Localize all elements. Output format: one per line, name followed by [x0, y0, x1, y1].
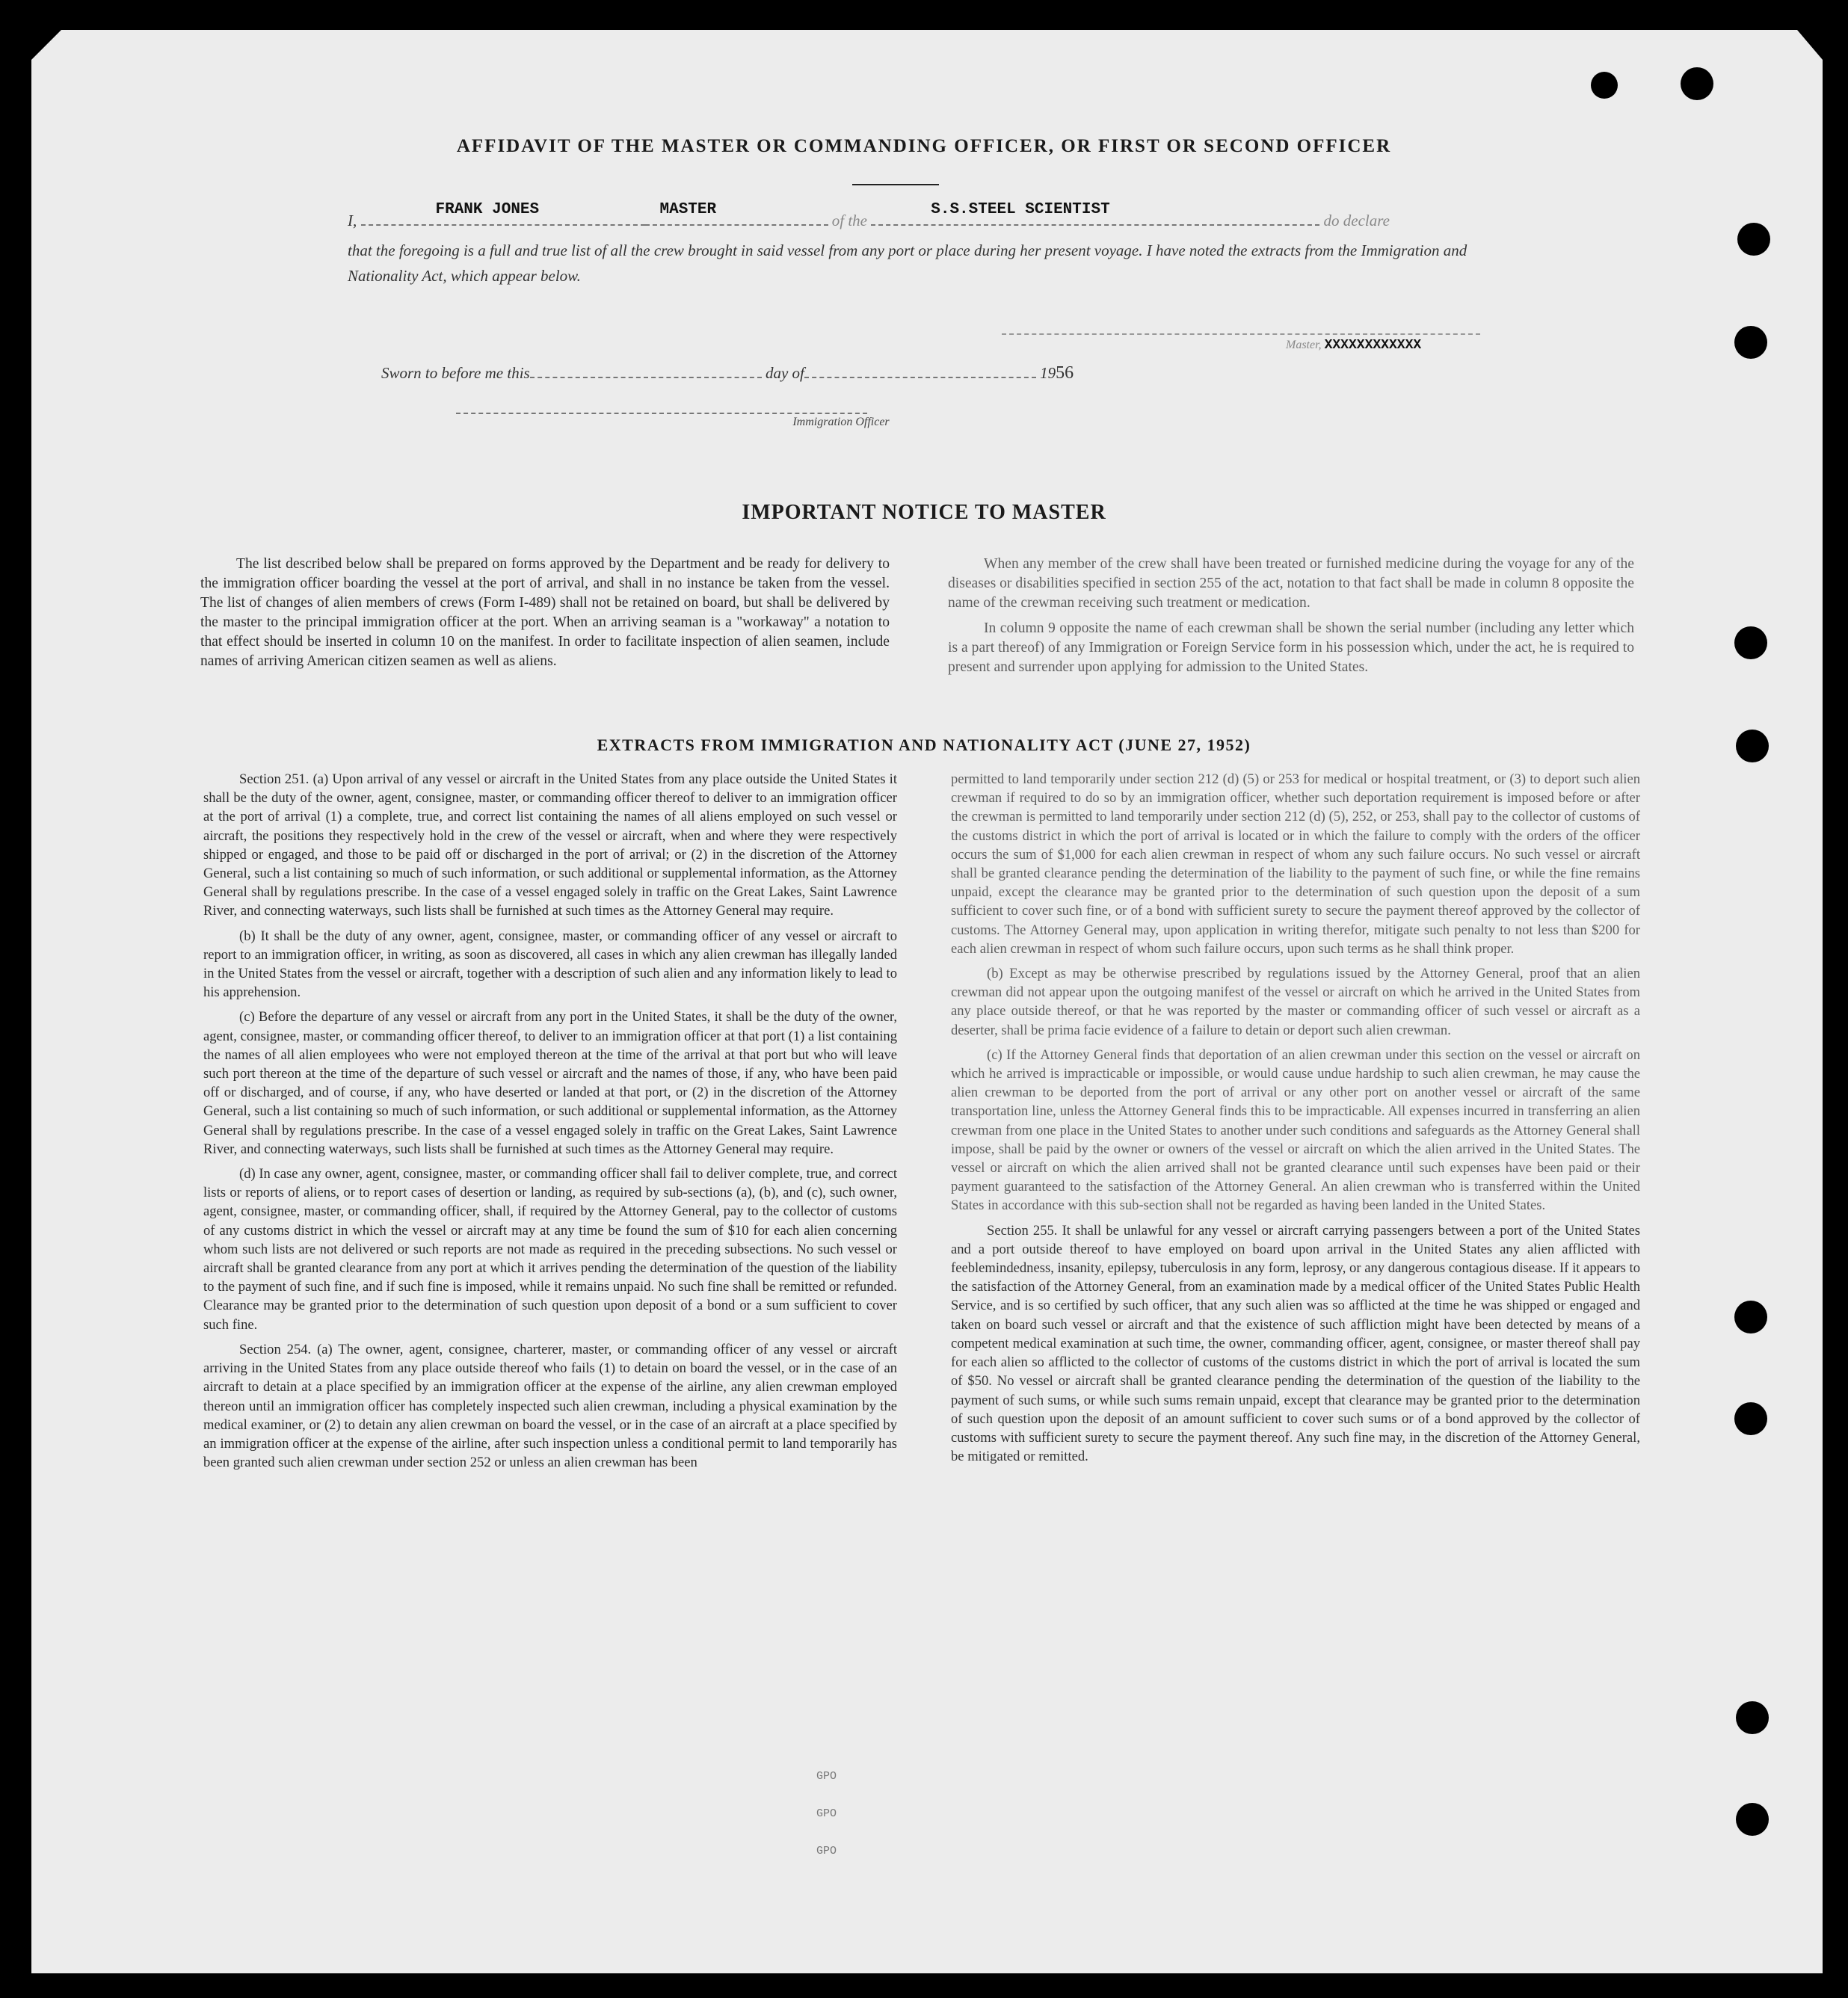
declaration-body: that the foregoing is a full and true list of all the crew brought in said vessel from any port or place during her present voyage. I have noted the extracts from the Immigration and Nationality Act, which appear below. [348, 241, 1467, 285]
extracts-right-column [951, 770, 1640, 1472]
immigration-officer-signature-line [456, 413, 867, 414]
sworn-day-field [530, 360, 762, 378]
immigration-officer-label: Immigration Officer [792, 416, 890, 428]
master-rank: MASTER [659, 201, 717, 218]
name-field [361, 201, 645, 226]
section-251b: (b) It shall be the duty of any owner, agent, consignee, master, or commanding officer of any vessel or aircraft to report to an immigration officer, in writing, as soon as discovered, all cases in which any alien crewman has illegally landed in the United States from the vessel or aircraft, together with a description of such alien and any information likely to lead to his apprehension. [203, 928, 897, 1001]
title-divider [852, 184, 939, 185]
notice-paragraph: In column 9 opposite the name of each crewman shall be shown the serial number (including any letter which is a part thereof) of any Immigration or Foreign Service form in his possession which, under the act, he is required to present and surrender upon applying for admission to the United States. [948, 620, 1634, 675]
vessel-name: S.S.STEEL SCIENTIST [931, 201, 1110, 218]
print-code-line: GPO [816, 1845, 837, 1857]
punch-hole [1734, 1402, 1767, 1435]
notice-title: IMPORTANT NOTICE TO MASTER [742, 501, 1106, 524]
notice-right-column [948, 555, 1634, 683]
section-251c: (c) Before the departure of any vessel or aircraft from any port in the United States, it shall be the duty of the owner, agent, consignee, master, or commanding officer thereof, to deliver to an immigration officer at that port (1) a list containing the names of all alien employees who were not employed thereon at the time of the arrival at that port but who will leave such port thereon at the time of the departure of such vessel or aircraft and the names of those, if any, who have been paid off or discharged, and of course, if any, who have deserted or landed at that port, or (2) in the discretion of the Attorney General, such a list containing so much of such information, or such additional or supplemental information, as the Attorney General shall by regulations prescribe. In the case of a vessel engaged solely in traffic on the Great Lakes, Saint Lawrence River, and connecting waterways, such lists shall be furnished at such times as the Attorney General may require. [203, 1009, 897, 1157]
punch-hole [1736, 1803, 1769, 1836]
rank-field [645, 201, 828, 226]
extracts-left-column [203, 770, 897, 1478]
punch-hole [1734, 626, 1767, 659]
section-254c: (c) If the Attorney General finds that deportation of an alien crewman under this section on the vessel or aircraft on which he arrived is impracticable or impossible, or would cause undue hardship to such alien crewman, he may cause the alien crewman to be deported from the port of arrival or any other port on another vessel or aircraft of the same transportation line, unless the Attorney General finds this to be impracticable. All expenses incurred in transferring an alien crewman from one place in the United States to another under such conditions and safeguards as the Attorney General shall impose, shall be paid by the owner or owners of the vessel or aircraft on which the alien arrived in the United States. The vessel or aircraft on which the alien arrived shall not be granted clearance until such expenses have been paid or their payment guaranteed to the satisfaction of the Attorney General. An alien crewman who is transferred within the United States in accordance with this sub-section shall not be regarded as having been landed in the United States. [951, 1046, 1640, 1214]
extracts-title: EXTRACTS FROM IMMIGRATION AND NATIONALITY ACT (JUNE 27, 1952) [597, 736, 1251, 754]
master-signature-label: Master, XXXXXXXXXXXX [1286, 338, 1422, 353]
punch-hole [1591, 72, 1618, 99]
declaration-line: I, FRANK JONES MASTER of the S.S.STEEL SCIENTIST do declare [348, 208, 1484, 233]
declaration-block [348, 201, 1484, 289]
punch-hole [1737, 223, 1770, 256]
punch-hole [1681, 67, 1713, 100]
notice-left-column [200, 555, 890, 677]
master-signature-line [1002, 333, 1480, 335]
print-code-line: GPO [816, 1807, 837, 1820]
sworn-month-field [804, 360, 1036, 378]
signature-stamp: XXXXXXXXXXXX [1324, 338, 1422, 353]
punch-hole [1734, 1301, 1767, 1333]
section-254a: Section 254. (a) The owner, agent, consignee, charterer, master, or commanding officer of any vessel or aircraft arriving in the United States from any place outside thereof who fails (1) to detain on board the vessel, or in the case of an aircraft to detain at a place specified by an immigration officer at the expense of the airline, any alien crewman employed thereon until an immigration officer has completely inspected such alien crewman, including a physical examination by the medical examiner, or (2) to detain any alien crewman on board the vessel, or in the case of an aircraft at a place specified by an immigration officer at the expense of the airline, after such inspection unless a conditional permit to land temporarily has been granted such alien crewman under section 252 or unless an alien crewman has been [203, 1341, 897, 1471]
notice-paragraph: The list described below shall be prepared on forms approved by the Department and be ready for delivery to the immigration officer boarding the vessel at the port of arrival, and shall in no instance be taken from the vessel. The list of changes of alien members of crews (Form I-489) shall not be retained on board, but shall be delivered by the master to the principal immigration officer at the port. When an arriving seaman is a "workaway" a notation to that effect should be inserted in column 10 on the manifest. In order to facilitate inspection of alien seamen, include names of arriving American citizen seamen as well as aliens. [200, 556, 890, 669]
section-251a: Section 251. (a) Upon arrival of any vessel or aircraft in the United States from any place outside the United States it shall be the duty of the owner, agent, consignee, master, or commanding officer thereof to deliver to an immigration officer at the port of arrival (1) a complete, true, and correct list containing the names of all aliens employed on such vessel or aircraft, the positions they respectively hold in the crew of the vessel or aircraft, when and where they were respectively shipped or engaged, and those to be paid off or discharged in the port of arrival; or (2) in the discretion of the Attorney General, such a list containing so much of such information, or such additional or supplemental information, as the Attorney General shall by regulations prescribe. In the case of a vessel engaged solely in traffic on the Great Lakes, Saint Lawrence River, and connecting waterways, such lists shall be furnished at such times as the Attorney General may require. [203, 771, 897, 919]
section-254b: (b) Except as may be otherwise prescribed by regulations issued by the Attorney General, proof that an alien crewman did not appear upon the outgoing manifest of the vessel or aircraft on which he arrived in the United States from any place outside thereof, or that he was reported by the master or commanding officer of such vessel or aircraft as a deserter, shall be prima facie evidence of a failure to detain or deport such alien crewman. [951, 966, 1640, 1038]
sworn-line: Sworn to before me this day of 1956 [381, 360, 1074, 383]
vessel-field [871, 201, 1319, 226]
punch-hole [1736, 1701, 1769, 1734]
section-251d: (d) In case any owner, agent, consignee, master, or commanding officer shall fail to deliver complete, true, and correct lists or reports of aliens, or to report cases of desertion or landing, as required by sub-sections (a), (b), and (c), such owner, agent, consignee, master, or commanding officer, shall, if required by the Attorney General, pay to the collector of customs of any customs district in which the vessel or aircraft may at any time be found the sum of $10 for each alien concerning whom such lists are not delivered or such reports are not made as required in the preceding subsections. No such vessel or aircraft shall be granted clearance from any port at which it arrives pending the determination of the question of the liability to the payment of such fine, and if such fine is imposed, while it remains unpaid. No such fine shall be remitted or refunded. Clearance may be granted prior to the determination of such question upon deposit of a bond or a sum sufficient to cover such fine. [203, 1166, 897, 1333]
punch-hole [1734, 326, 1767, 359]
print-code-line: GPO [816, 1770, 837, 1783]
affidavit-title: AFFIDAVIT OF THE MASTER OR COMMANDING OFFICER, OR FIRST OR SECOND OFFICER [456, 136, 1392, 156]
section-255: Section 255. It shall be unlawful for any vessel or aircraft carrying passengers between a port of the United States and a port outside thereof to have employed on board upon arrival in the United States any alien afflicted with feeblemindedness, insanity, epilepsy, tuberculosis in any form, leprosy, or any dangerous contagious disease. If it appears to the satisfaction of the Attorney General, from an examination made by a medical officer of the United States Public Health Service, and is so certified by such officer, that any such alien was so afflicted at the time he was shipped or engaged and taken on board such vessel or aircraft and that the existence of such affliction might have been detected by means of a competent medical examination at such time, the owner, commanding officer, agent, consignee, or master thereof shall pay for each alien so afflicted to the collector of customs of the customs district in which the port of arrival is located the sum of $50. No vessel or aircraft shall be granted clearance pending the determination of the question of the liability to the payment of such sums, or while such sums remain unpaid, except that clearance may be granted prior to the determination of such question upon the deposit of an amount sufficient to cover such sums or of a bond approved by the collector of customs with sufficient surety to secure the payment thereof. Any such fine may, in the discretion of the Attorney General, be mitigated or remitted. [951, 1222, 1640, 1465]
sworn-year: 56 [1056, 363, 1074, 383]
master-name: FRANK JONES [435, 201, 540, 218]
section-254a-continued: permitted to land temporarily under section 212 (d) (5) or 253 for medical or hospital treatment, or (3) to deport such alien crewman if required to do so by an immigration officer, whether such deportation requirement is imposed before or after the crewman is permitted to land temporarily under section 212 (d) (5), 252, or 253, shall pay to the collector of customs of the customs district in which the port of arrival is located or in which the failure to comply with the orders of the officer occurs the sum of $1,000 for each alien crewman in respect of whom any such failure occurs. No such vessel or aircraft shall be granted clearance pending the determination of the liability to the payment of such fine, or while the fine remains unpaid, except the clearance may be granted prior to the determination of such question upon the deposit of a sum sufficient to cover such fine, or of a bond with sufficient surety to secure the payment thereof approved by the collector of customs. The Attorney General may, upon application in writing therefor, mitigate such penalty to not less than $200 for each alien crewman in respect of whom such failure occurs, upon such terms as he shall think proper. [951, 771, 1640, 957]
notice-paragraph: When any member of the crew shall have been treated or furnished medicine during the voyage for any of the diseases or disabilities specified in section 255 of the act, notation to that fact shall be made in column 8 opposite the name of the crewman receiving such treatment or medication. [948, 556, 1634, 611]
